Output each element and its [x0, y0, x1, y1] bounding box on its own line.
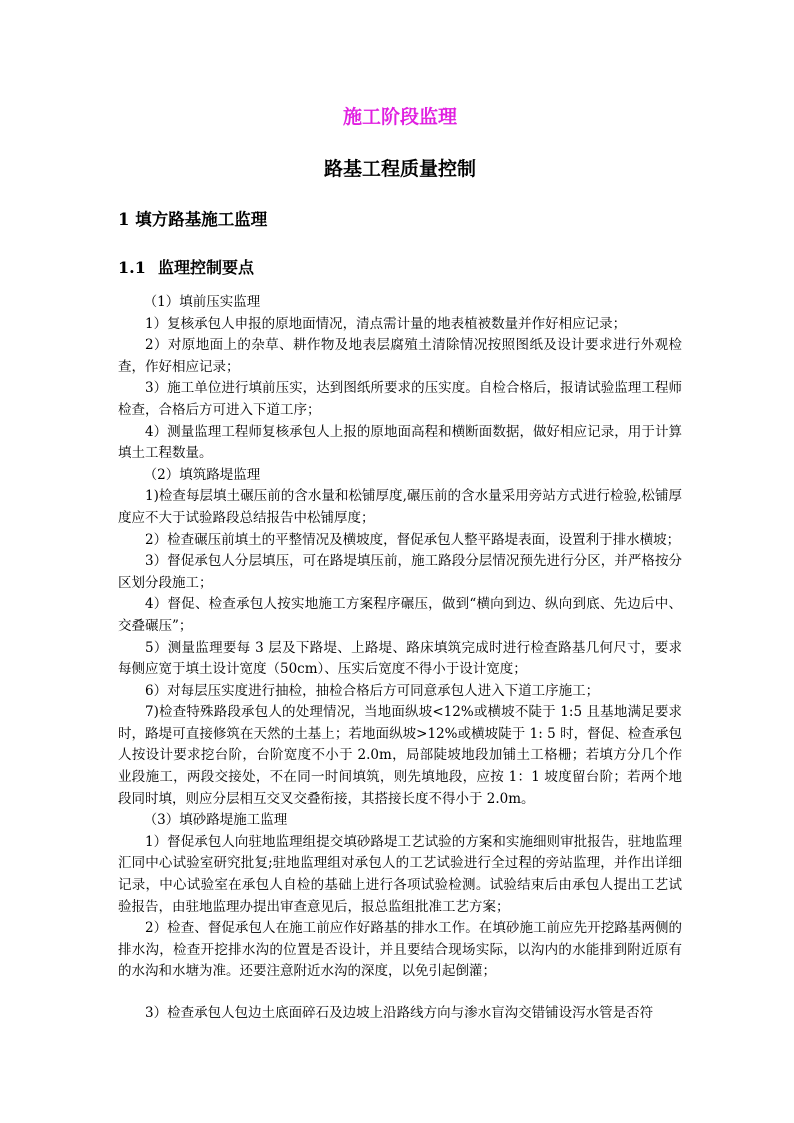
paragraph: 7)检查特殊路段承包人的处理情况，当地面纵坡<12%或横坡不陡于 1:5 且基地满足要求时，路堤可直接修筑在天然的土基上；若地面纵坡>12%或横坡陡于 1: 5 时，督促、检查承包人按设计要求挖台阶，台阶宽度不小于 2.0m，局部陡坡地段加铺土工格栅；若填方分几个作业段施工，两段交接处，不在同一时间填筑，则先填地段，应按 1：1 坡度留台阶；若两个地段同时填，则应分层相互交叉交叠衔接，其搭接长度不得小于 2.0m。: [118, 704, 682, 807]
paragraph: 2）检查、督促承包人在施工前应作好路基的排水工作。在填砂施工前应先开挖路基两侧的排水沟，检查开挖排水沟的位置是否设计，并且要结合现场实际，以沟内的水能排到附近原有的水沟和水塘为准。还要注意附近水沟的深度，以免引起倒灌；: [118, 920, 682, 980]
paragraph: 3）检查承包人包边土底面碎石及边坡上沿路线方向与渗水盲沟交错铺设泻水管是否符: [145, 1005, 654, 1021]
paragraph: 4）测量监理工程师复核承包人上报的原地面高程和横断面数据，做好相应记录，用于计算填土工程数量。: [118, 423, 682, 462]
paragraph: 3）督促承包人分层填压，可在路堤填压前，施工路段分层情况预先进行分区，并严格按分区划分段施工；: [118, 553, 682, 591]
paragraph: 2）对原地面上的杂草、耕作物及地表层腐殖土清除情况按照图纸及设计要求进行外观检查，作好相应记录；: [118, 337, 682, 375]
subsection-heading: [118, 254, 682, 282]
page-title: 施工阶段监理: [342, 106, 457, 128]
paragraph: 2）检查碾压前填土的平整情况及横坡度，督促承包人整平路堤表面，设置利于排水横坡；: [145, 531, 681, 548]
paragraph-heading: （1）填前压实监理: [143, 294, 261, 310]
paragraph: 1）督促承包人向驻地监理组提交填砂路堤工艺试验的方案和实施细则审批报告，驻地监理汇同中心试验室研究批复;驻地监理组对承包人的工艺试验进行全过程的旁站监理，并作出详细记录，中心试验室在承包人自检的基础上进行各项试验检测。试验结束后由承包人提出工艺试验报告，由驻地监理办提出审查意见后，报总监组批准工艺方案；: [118, 833, 682, 915]
paragraph-heading: （2）填筑路堤监理: [143, 466, 261, 483]
paragraph-heading: （3）填砂路堤施工监理: [143, 812, 288, 829]
page-subtitle: 路基工程质量控制: [323, 158, 476, 180]
subsection-title: 监理控制要点: [158, 258, 255, 277]
paragraph: 5）测量监理要每 3 层及下路堤、上路堤、路床填筑完成时进行检查路基几何尺寸，要求每侧应宽于填土设计宽度（50cm）、压实后宽度不得小于设计宽度；: [118, 639, 682, 678]
subsection-number: 1.1: [118, 258, 146, 277]
section-heading: 1 填方路基施工监理: [118, 210, 268, 229]
paragraph: 6）对每层压实度进行抽检，抽检合格后方可同意承包人进入下道工序施工；: [145, 682, 600, 699]
paragraph: 1)检查每层填土碾压前的含水量和松铺厚度,碾压前的含水量采用旁站方式进行检验,松铺厚度应不大于试验路段总结报告中松铺厚度；: [118, 488, 682, 526]
paragraph: 1）复核承包人申报的原地面情况，清点需计量的地表植被数量并作好相应记录；: [145, 315, 627, 332]
body-text: [118, 292, 682, 1025]
paragraph: 3）施工单位进行填前压实，达到图纸所要求的压实度。自检合格后，报请试验监理工程师检查，合格后方可进入下道工序；: [118, 380, 682, 418]
paragraph: 4）督促、检查承包人按实地施工方案程序碾压，做到“横向到边、纵向到底、先边后中、交叠碾压”；: [118, 596, 682, 634]
